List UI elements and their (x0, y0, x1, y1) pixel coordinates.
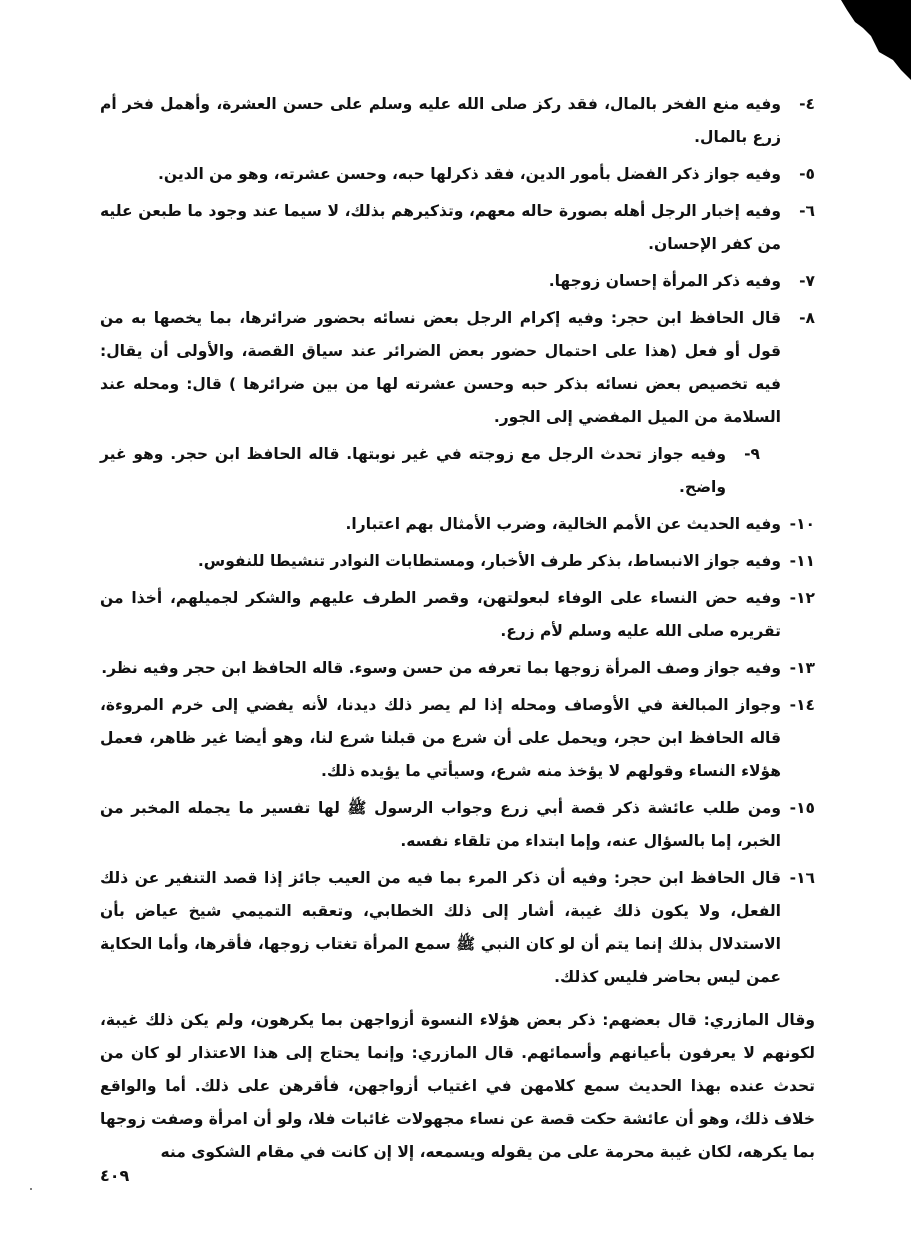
list-item (100, 158, 815, 191)
list-item (100, 545, 815, 578)
list-item (100, 792, 815, 858)
item-text: وفيه منع الفخر بالمال، فقد ركز صلى الله عليه وسلم على حسن العشرة، وأهمل فخر أم زرع بالمال. (100, 95, 781, 146)
item-number: ١٣- (789, 659, 815, 677)
scan-speck (30, 1188, 32, 1190)
item-number: ١١- (789, 552, 815, 570)
item-number: ٧- (799, 272, 815, 290)
list-item (100, 195, 815, 261)
item-number: ١٤- (789, 696, 815, 714)
item-text: وجواز المبالغة في الأوصاف ومحله إذا لم يصر ذلك ديدنا، لأنه يفضي إلى خرم المروءة، قاله الحافظ ابن حجر، ويحمل على أن شرع من قبلنا شرع لنا، وهو أيضا غير ظاهر، فعمل هؤلاء النساء وقولهم لا يؤخذ منه شرع، وسيأتي ما يؤيده ذلك. (100, 696, 781, 780)
list-item (100, 265, 815, 298)
list-item (100, 652, 815, 685)
list-item (100, 508, 815, 541)
item-number: ٤- (799, 95, 815, 113)
item-text: قال الحافظ ابن حجر: وفيه أن ذكر المرء بما فيه من العيب جائز إذا قصد التنفير عن ذلك الفعل، ولا يكون ذلك غيبة، أشار إلى ذلك الخطابي، وتعقبه التميمي شيخ عياض بأن الاستدلال بذلك إنما يتم أن لو كان النبي ﷺ سمع المرأة تغتاب زوجها، فأقرها، وأما الحكاية عمن ليس بحاضر فليس كذلك. (100, 869, 781, 986)
item-text: وفيه الحديث عن الأمم الخالية، وضرب الأمثال بهم اعتبارا. (345, 515, 781, 533)
item-text: وفيه ذكر المرأة إحسان زوجها. (548, 272, 781, 290)
item-number: ٩- (744, 445, 760, 463)
item-text: ومن طلب عائشة ذكر قصة أبي زرع وجواب الرسول ﷺ لها تفسير ما يجمله المخبر من الخبر، إما بالسؤال عنه، وإما ابتداء من تلقاء نفسه. (100, 799, 781, 850)
item-text: وفيه حض النساء على الوفاء لبعولتهن، وقصر الطرف عليهم والشكر لجميلهم، أخذا من تقريره صلى الله عليه وسلم لأم زرع. (100, 589, 781, 640)
item-number: ١٦- (789, 869, 815, 887)
item-number: ١٥- (789, 799, 815, 817)
item-number: ٨- (799, 309, 815, 327)
list-item (100, 88, 815, 154)
item-text: وفيه جواز تحدث الرجل مع زوجته في غير نوبتها. قاله الحافظ ابن حجر. وهو غير واضح. (100, 445, 726, 496)
list-item (100, 302, 815, 434)
list-item (100, 862, 815, 994)
item-text: وفيه جواز وصف المرأة زوجها بما تعرفه من حسن وسوء. قاله الحافظ ابن حجر وفيه نظر. (101, 659, 781, 677)
torn-corner-shape (841, 0, 911, 80)
list-item (100, 582, 815, 648)
item-text: وفيه إخبار الرجل أهله بصورة حاله معهم، وتذكيرهم بذلك، لا سيما عند وجود ما طبعن عليه من كفر الإحسان. (100, 202, 781, 253)
item-number: ٥- (799, 165, 815, 183)
item-text: وفيه جواز الانبساط، بذكر طرف الأخبار، ومستطابات النوادر تنشيطا للنفوس. (197, 552, 781, 570)
item-number: ١٠- (789, 515, 815, 533)
item-number: ٦- (799, 202, 815, 220)
item-text: وفيه جواز ذكر الفضل بأمور الدين، فقد ذكرلها حبه، وحسن عشرته، وهو من الدين. (158, 165, 781, 183)
list-item (100, 438, 815, 504)
document-body (100, 88, 815, 1185)
page-number: ٤٠٩ (100, 1166, 130, 1185)
list-item (100, 689, 815, 788)
closing-paragraph: وقال المازري: قال بعضهم: ذكر بعض هؤلاء النسوة أزواجهن بما يكرهون، ولم يكن ذلك غيبة، لكونهم لا يعرفون بأعيانهم وأسمائهم. قال المازري: وإنما يحتاج إلى هذا الاعتذار لو كان من تحدث عنده بهذا الحديث سمع كلامهن في اغتياب أزواجهن، فأقرهن على ذلك. أما والواقع خلاف ذلك، وهو أن عائشة حكت قصة عن نساء مجهولات غائبات فلا، ولو أن امرأة وصفت زوجها بما يكرهه، لكان غيبة محرمة على من يقوله ويسمعه، إلا إن كانت في مقام الشكوى منه (100, 1011, 815, 1161)
item-text: قال الحافظ ابن حجر: وفيه إكرام الرجل بعض نسائه بحضور ضرائرها، بما يخصها به من قول أو فعل (هذا على احتمال حضور بعض الضرائر عند سياق القصة، والأولى أن يقال: فيه تخصيص بعض نسائه بذكر حبه وحسن عشرته لها من بين ضرائرها ) قال: ومحله عند السلامة من الميل المفضي إلى الجور. (100, 309, 781, 426)
item-number: ١٢- (789, 589, 815, 607)
